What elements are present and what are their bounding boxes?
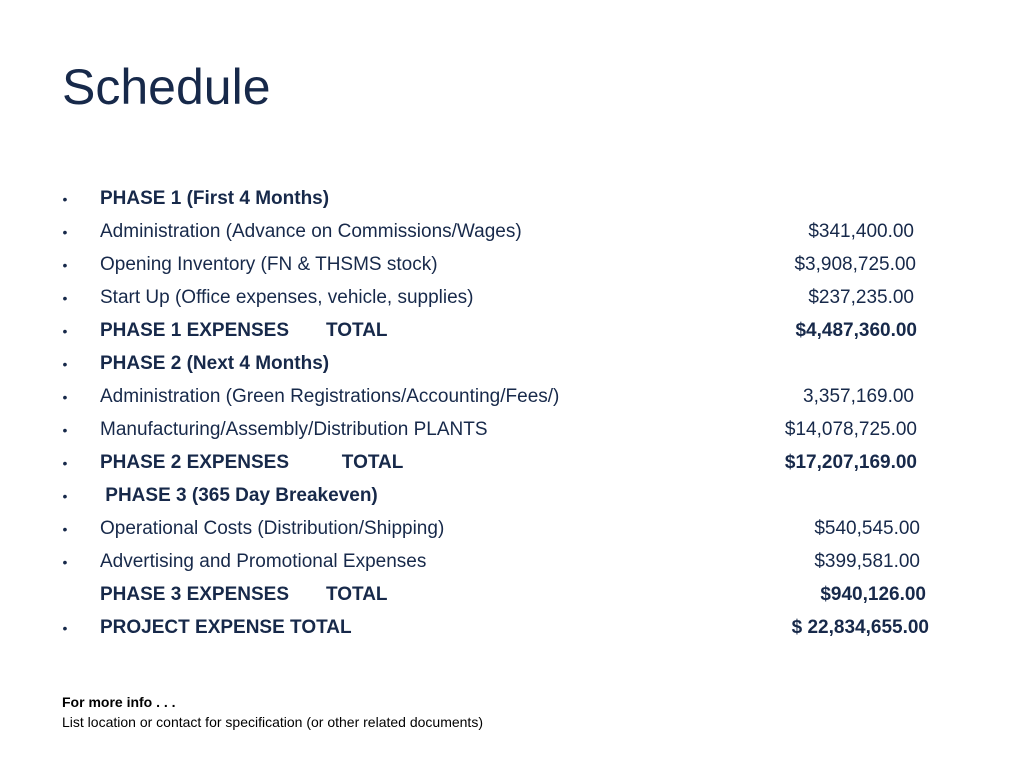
slide-title: Schedule	[62, 59, 271, 115]
project-total-amount: $ 22,834,655.00	[791, 617, 929, 638]
footer	[62, 692, 483, 732]
list-item	[0, 581, 1024, 614]
expense-label: Operational Costs (Distribution/Shipping)	[100, 518, 445, 539]
expense-label: Start Up (Office expenses, vehicle, supplies)	[100, 287, 474, 308]
bullet: •	[62, 224, 68, 240]
phase-total-label: PHASE 3 EXPENSES TOTAL	[100, 584, 388, 605]
list-item	[0, 614, 1024, 647]
phase-total-amount: $17,207,169.00	[784, 452, 917, 473]
bullet: •	[62, 554, 68, 570]
list-item	[0, 251, 1024, 284]
bullet: •	[62, 356, 68, 372]
list-item	[0, 218, 1024, 251]
phase-total-amount: $4,487,360.00	[795, 320, 917, 341]
footer-text: List location or contact for specification (or other related documents)	[62, 714, 483, 730]
bullet: •	[62, 455, 68, 471]
bullet: •	[62, 488, 68, 504]
list-item	[0, 185, 1024, 218]
phase-heading: PHASE 2 (Next 4 Months)	[100, 353, 330, 374]
bullet: •	[62, 389, 68, 405]
bullet: •	[62, 257, 68, 273]
expense-label: Manufacturing/Assembly/Distribution PLANTS	[100, 419, 488, 440]
phase-heading: PHASE 1 (First 4 Months)	[100, 188, 330, 209]
expense-label: Administration (Green Registrations/Accounting/Fees/)	[100, 386, 560, 407]
bullet: •	[62, 620, 68, 636]
phase-heading: PHASE 3 (365 Day Breakeven)	[100, 485, 378, 506]
bullet: •	[62, 323, 68, 339]
bullet: •	[62, 191, 68, 207]
list-item	[0, 317, 1024, 350]
expense-amount: $14,078,725.00	[784, 419, 917, 440]
list-item	[0, 515, 1024, 548]
phase-total-label: PHASE 1 EXPENSES TOTAL	[100, 320, 388, 341]
list-item	[0, 350, 1024, 383]
project-total-label: PROJECT EXPENSE TOTAL	[100, 617, 352, 638]
bullet: •	[62, 422, 68, 438]
expense-amount: $3,908,725.00	[794, 254, 916, 275]
list-item	[0, 383, 1024, 416]
expense-label: Opening Inventory (FN & THSMS stock)	[100, 254, 438, 275]
bullet: •	[62, 521, 68, 537]
expense-amount: $341,400.00	[808, 221, 914, 242]
list-item	[0, 482, 1024, 515]
phase-total-label: PHASE 2 EXPENSES TOTAL	[100, 452, 404, 473]
expense-label: Administration (Advance on Commissions/Wages)	[100, 221, 522, 242]
list-item	[0, 548, 1024, 581]
expense-amount: $237,235.00	[808, 287, 914, 308]
expense-label: Advertising and Promotional Expenses	[100, 551, 427, 572]
schedule-list	[0, 185, 1024, 647]
footer-heading: For more info . . .	[62, 694, 176, 710]
list-item	[0, 284, 1024, 317]
list-item	[0, 449, 1024, 482]
expense-amount: $540,545.00	[814, 518, 920, 539]
bullet: •	[62, 290, 68, 306]
expense-amount: 3,357,169.00	[803, 386, 914, 407]
list-item	[0, 416, 1024, 449]
expense-amount: $399,581.00	[814, 551, 920, 572]
phase-total-amount: $940,126.00	[820, 584, 926, 605]
